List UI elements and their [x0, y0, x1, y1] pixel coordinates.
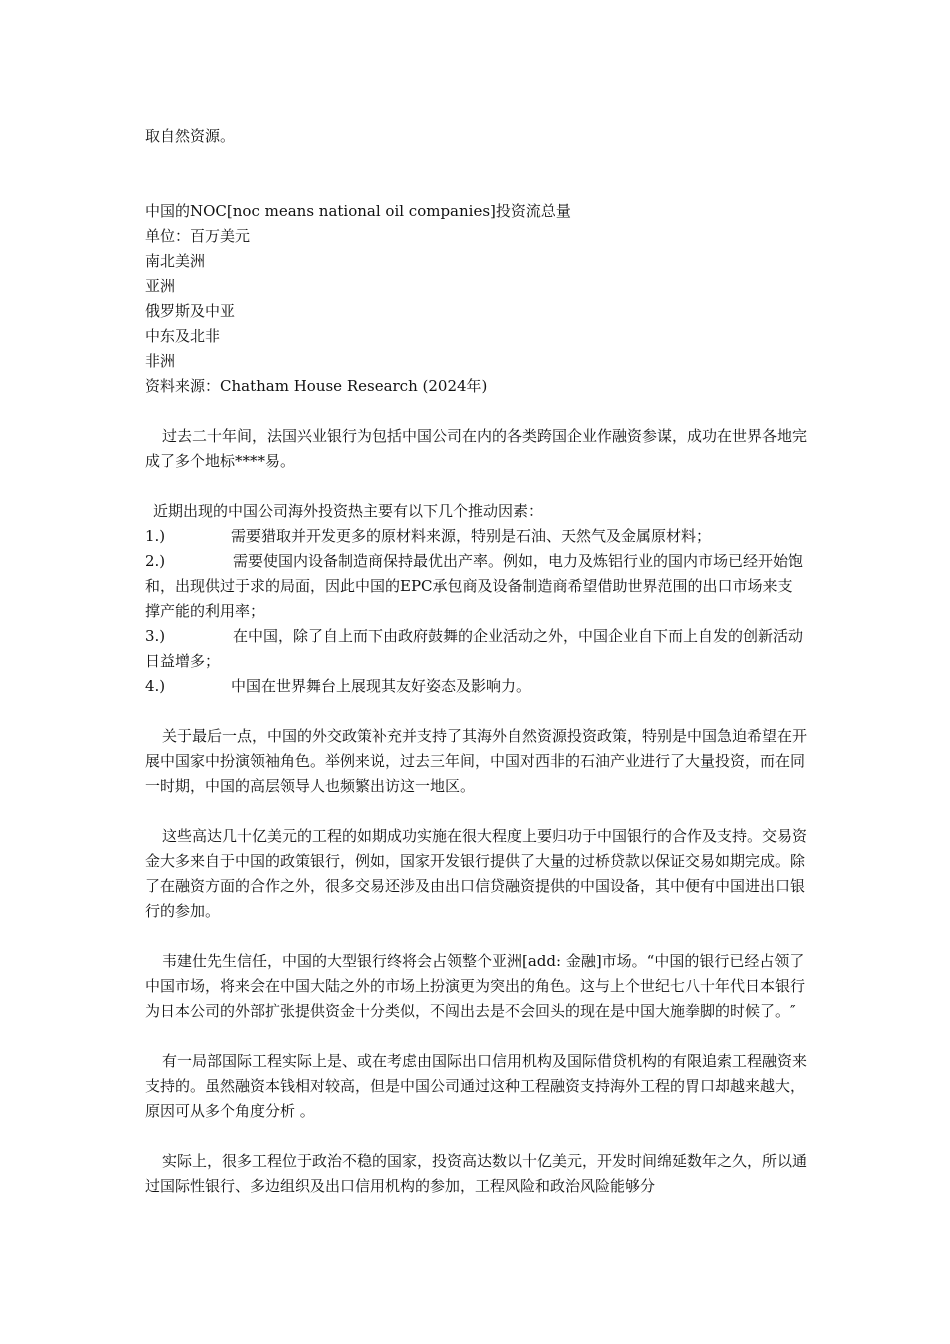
paragraph-6: 韦建仕先生信任，中国的大型银行终将会占领整个亚洲[add: 金融]市场。“中国的银行已经占领了中国市场，将来会在中国大陆之外的市场上扮演更为突出的角色。这与上个世纪七八十年代日本银行为日本公司的外部扩张提供资金十分类似，不闯出去是不会回头的现在是中国大施拳脚的时候了。″ — [145, 952, 806, 1020]
chart-title: 中国的NOC[noc means national oil companies]投资流总量 — [145, 202, 571, 220]
spacer — [145, 924, 807, 949]
spacer — [145, 474, 807, 499]
list-text: 需要猎取并开发更多的原材料来源，特别是石油、天然气及金属原材料； — [231, 527, 712, 545]
list-text: 在中国，除了自上而下由政府鼓舞的企业活动之外，中国企业自下而上自发的创新活动日益增多； — [145, 627, 804, 670]
spacer — [145, 149, 807, 199]
spacer — [145, 399, 807, 424]
spacer — [145, 1124, 807, 1149]
list-number: 1.) — [145, 527, 166, 545]
list-item — [145, 674, 807, 699]
paragraph-7: 有一局部国际工程实际上是、或在考虑由国际出口信用机构及国际借贷机构的有限追索工程融资来支持的。虽然融资本钱相对较高，但是中国公司通过这种工程融资支持海外工程的胃口却越来越大，原因可从多个角度分析 。 — [145, 1052, 808, 1120]
list-number: 2.) — [145, 552, 166, 570]
list-number: 3.) — [145, 627, 166, 645]
region-asia: 亚洲 — [145, 277, 176, 295]
list-item — [145, 624, 807, 674]
source-line: 资料来源：Chatham House Research (2024年) — [145, 377, 488, 395]
paragraph-2: 近期出现的中国公司海外投资热主要有以下几个推动因素： — [153, 502, 544, 520]
paragraph-5: 这些高达几十亿美元的工程的如期成功实施在很大程度上要归功于中国银行的合作及支持。交易资金大多来自于中国的政策银行，例如，国家开发银行提供了大量的过桥贷款以保证交易如期完成。除了在融资方面的合作之外，很多交易还涉及由出口信贷融资提供的中国设备，其中便有中国进出口银行的参加。 — [145, 827, 808, 920]
list-number: 4.) — [145, 677, 166, 695]
intro-tail: 取自然资源。 — [145, 127, 236, 145]
spacer — [145, 699, 807, 724]
paragraph-4: 关于最后一点，中国的外交政策补充并支持了其海外自然资源投资政策，特别是中国急迫希望在开展中国家中扮演领袖角色。举例来说，过去三年间，中国对西非的石油产业进行了大量投资，而在同一时期，中国的高层领导人也频繁出访这一地区。 — [145, 727, 808, 795]
region-russia-central-asia: 俄罗斯及中亚 — [145, 302, 236, 320]
region-africa: 非洲 — [145, 352, 176, 370]
region-mena: 中东及北非 — [145, 327, 221, 345]
unit-line: 单位：百万美元 — [145, 227, 251, 245]
paragraph-8: 实际上，很多工程位于政治不稳的国家，投资高达数以十亿美元，开发时间绵延数年之久，所以通过国际性银行、多边组织及出口信用机构的参加，工程风险和政治风险能够分 — [145, 1152, 808, 1195]
list-item — [145, 549, 807, 624]
document-body — [145, 124, 807, 1199]
spacer — [145, 1024, 807, 1049]
list-text: 中国在世界舞台上展现其友好姿态及影响力。 — [231, 677, 532, 695]
spacer — [145, 799, 807, 824]
region-americas: 南北美洲 — [145, 252, 206, 270]
paragraph-1: 过去二十年间，法国兴业银行为包括中国公司在内的各类跨国企业作融资参谋，成功在世界各地完成了多个地标****易。 — [145, 427, 808, 470]
list-item — [145, 524, 807, 549]
list-text: 需要使国内设备制造商保持最优出产率。例如，电力及炼铝行业的国内市场已经开始饱和，出现供过于求的局面，因此中国的EPC承包商及设备制造商希望借助世界范围的出口市场来支撑产能的利用率； — [145, 552, 804, 620]
